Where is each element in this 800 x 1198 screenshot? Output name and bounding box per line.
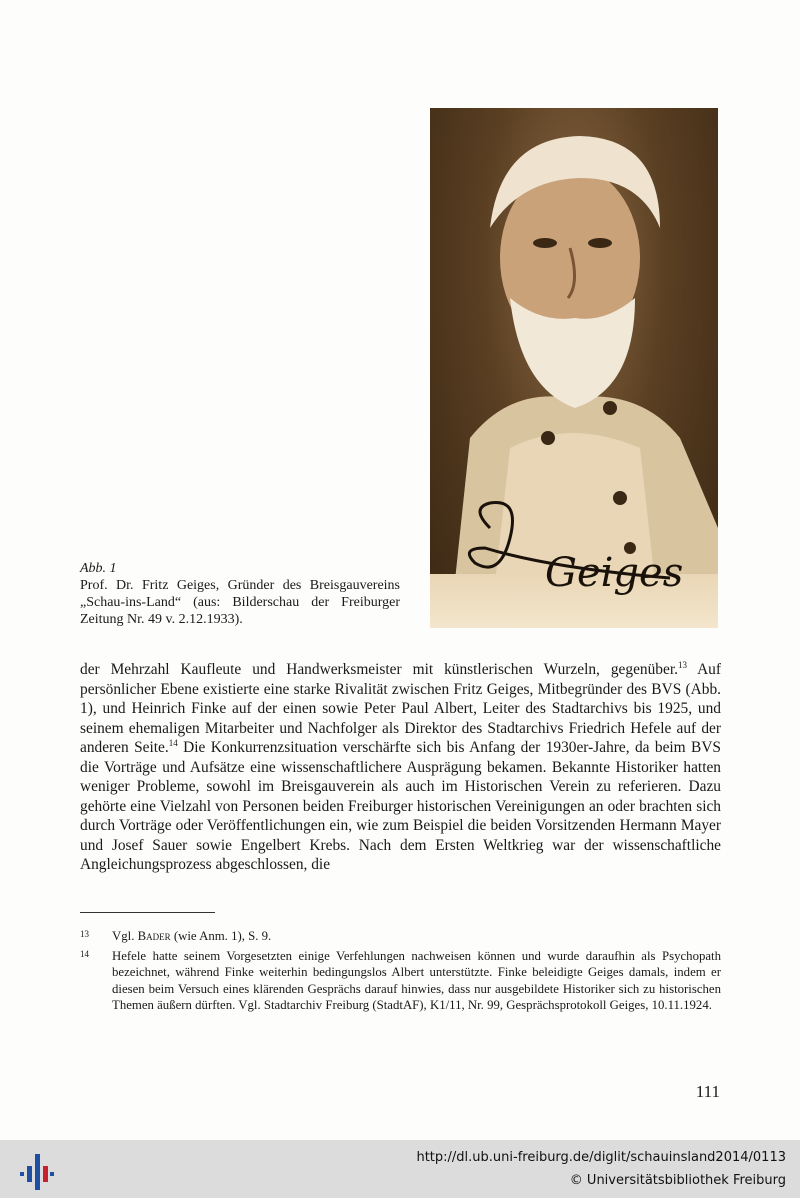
body-text-part-2: Auf persönlicher Ebene existierte eine starke Rivalität zwischen Fritz Geiges, Mitbegründer des BVS (Abb. 1), und Heinrich Finke auf der einen sowie Peter Paul Albert, Leiter des Stadtarchivs bis 1925, und seinem ehemaligen Mitarbeiter und Nachfolger als Direktor des Stadtarchivs Friedrich Hefele auf der anderen Seite. (80, 661, 722, 756)
footnote-ref-14[interactable]: 14 (168, 737, 178, 748)
body-text-part-3: Die Konkurrenzsituation verschärfte sich bis Anfang der 1930er-Jahre, da beim BVS die Vorträge und Aufsätze eine wissenschaftlichere Ausprägung bekamen. Bekannte Historiker hatten weniger Probleme, sowohl im Breisgauverein als auch im Historischen Verein zu referieren. Dazu gehörte eine Vielzahl von Personen beiden Freiburger historischen Vereinigungen an oder brachten sich durch Vorträge oder Veröffentlichungen ein, wie zum Beispiel die beiden Vorsitzenden Hermann Mayer und Josef Sauer sowie Engelbert Krebs. Nach dem Ersten Weltkrieg war der wissenschaftliche Angleichungsprozess abgeschlossen, die (80, 739, 721, 873)
footer-bar (0, 1140, 800, 1198)
footnotes (80, 928, 721, 1017)
page-number: 111 (695, 1082, 720, 1101)
footnote-text: Vgl. Bader (wie Anm. 1), S. 9. (112, 929, 272, 943)
signature-drawing (430, 108, 718, 628)
footnote-ref-13[interactable]: 13 (677, 659, 687, 670)
figure-caption (80, 560, 400, 628)
footnote-number: 13 (80, 929, 89, 939)
caption-text: Prof. Dr. Fritz Geiges, Gründer des Breisgauvereins „Schau-ins-Land“ (aus: Bilderschau der Freiburger Zeitung Nr. 49 v. 2.12.1933). (80, 578, 400, 627)
portrait-photo (430, 108, 718, 628)
source-url-link[interactable]: http://dl.ub.uni-freiburg.de/diglit/schauinsland2014/0113 (416, 1150, 786, 1165)
footnote-text: Hefele hatte seinem Vorgesetzten einige Verfehlungen nachweisen können und wurde daraufhin als Psychopath bezeichnet, während Finke weiterhin bedingungslos Albert unterstützte. Finke beleidigte Geiges damals, indem er diesen beim Versuch eines klärenden Gesprächs darauf hinwies, dass nur ausgebildete Historiker sich zu historischen Themen äußern dürften. Vgl. Stadtarchiv Freiburg (StadtAF), K1/11, Nr. 99, Gesprächsprotokoll Geiges, 10.11.1924. (112, 948, 721, 1012)
body-text-part-1: der Mehrzahl Kaufleute und Handwerksmeister mit künstlerischen Wurzeln, gegenüber. (80, 661, 678, 678)
footnote-number: 14 (80, 948, 89, 959)
footnote-13 (80, 928, 721, 945)
caption-label: Abb. 1 (80, 561, 117, 576)
footnote-divider (80, 912, 215, 913)
copyright-text: © Universitätsbibliothek Freiburg (569, 1173, 786, 1188)
footnote-author: Bader (137, 929, 171, 943)
footnote-14 (80, 948, 721, 1014)
university-library-logo-icon[interactable] (20, 1150, 54, 1190)
signature-text: Geiges (545, 550, 684, 596)
body-paragraph (80, 660, 721, 875)
